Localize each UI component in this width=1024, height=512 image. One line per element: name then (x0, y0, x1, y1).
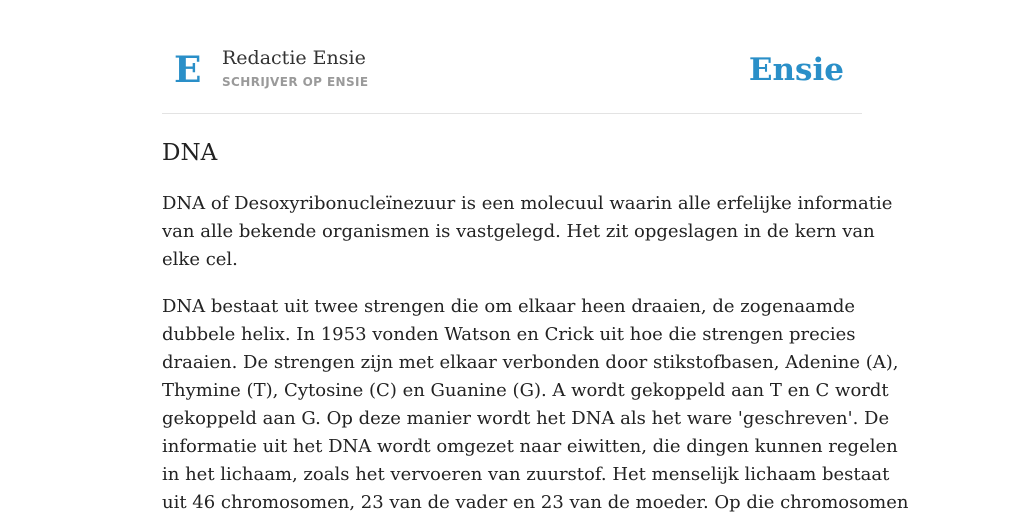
text-line: draaien. De strengen zijn met elkaar verbonden door stikstofbasen, Adenine (A), (162, 352, 899, 373)
author-header (162, 36, 862, 114)
text-line: informatie uit het DNA wordt omgezet naar eiwitten, die dingen kunnen regelen (162, 436, 898, 457)
text-line: gekoppeld aan G. Op deze manier wordt het DNA als het ware 'geschreven'. De (162, 408, 890, 429)
text-line: dubbele helix. In 1953 vonden Watson en Crick uit hoe die strengen precies (162, 324, 856, 345)
text-line: DNA of Desoxyribonucleïnezuur is een molecuul waarin alle erfelijke informatie (162, 193, 893, 214)
paragraph (162, 190, 893, 274)
text-line: uit 46 chromosomen, 23 van de vader en 23 van de moeder. Op die chromosomen (162, 492, 909, 512)
article-title: DNA (162, 140, 218, 166)
site-logo[interactable]: Ensie (748, 52, 844, 88)
text-line: elke cel. (162, 249, 238, 270)
text-line: in het lichaam, zoals het vervoeren van zuurstof. Het menselijk lichaam bestaat (162, 464, 890, 485)
text-line: DNA bestaat uit twee strengen die om elkaar heen draaien, de zogenaamde (162, 296, 856, 317)
article-body (162, 190, 909, 512)
paragraph (162, 293, 909, 512)
author-role: SCHRIJVER OP ENSIE (222, 75, 369, 89)
author-name[interactable]: Redactie Ensie (222, 47, 366, 69)
text-line: van alle bekende organismen is vastgelegd. Het zit opgeslagen in de kern van (162, 221, 875, 242)
author-avatar[interactable]: E (174, 49, 202, 91)
text-line: Thymine (T), Cytosine (C) en Guanine (G). A wordt gekoppeld aan T en C wordt (162, 380, 889, 401)
